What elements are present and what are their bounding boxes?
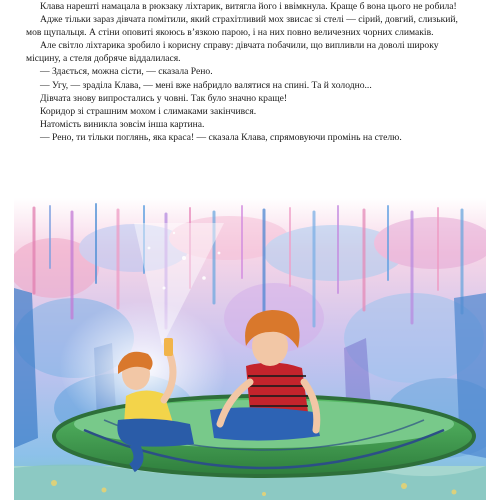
paragraph: Дівчата знову випростались у човні. Так було значно краще! <box>40 92 288 104</box>
dialogue-line: — Рено, ти тільки поглянь, яка краса! — сказала Клава, спрямовуючи промінь на стелю. <box>40 131 402 143</box>
illustration <box>14 198 486 500</box>
dialogue-line: — Угу, — зраділа Клава, — мені вже набридло валятися на спині. Та й холодно... <box>40 79 372 91</box>
paragraph: Натомість виникла зовсім інша картина. <box>40 118 205 130</box>
dialogue-line: — Здається, можна сісти, — сказала Рено. <box>40 66 213 78</box>
paragraph: Клава нарешті намацала в рюкзаку ліхтарик, витягла його і ввімкнула. Краще б вона цього не робила! <box>40 1 457 12</box>
paragraph: Адже тільки зараз дівчата помітили, який страхітливий мох звисає зі стелі — сірий, довгий, слизький, мов щупальця. А стіни оповиті якоюсь в’язкою парою, і на них повно величезних чорних слимаків. <box>26 14 458 39</box>
paragraph: Коридор зі страшним мохом і слимаками закінчився. <box>40 105 257 117</box>
watercolor-illustration-icon <box>14 198 486 500</box>
paragraph: Але світло ліхтарика зробило і корисну справу: дівчата побачили, що випливли на доволі широку місцину, а стеля добряче віддалилася. <box>26 40 439 65</box>
page-text <box>26 0 474 144</box>
